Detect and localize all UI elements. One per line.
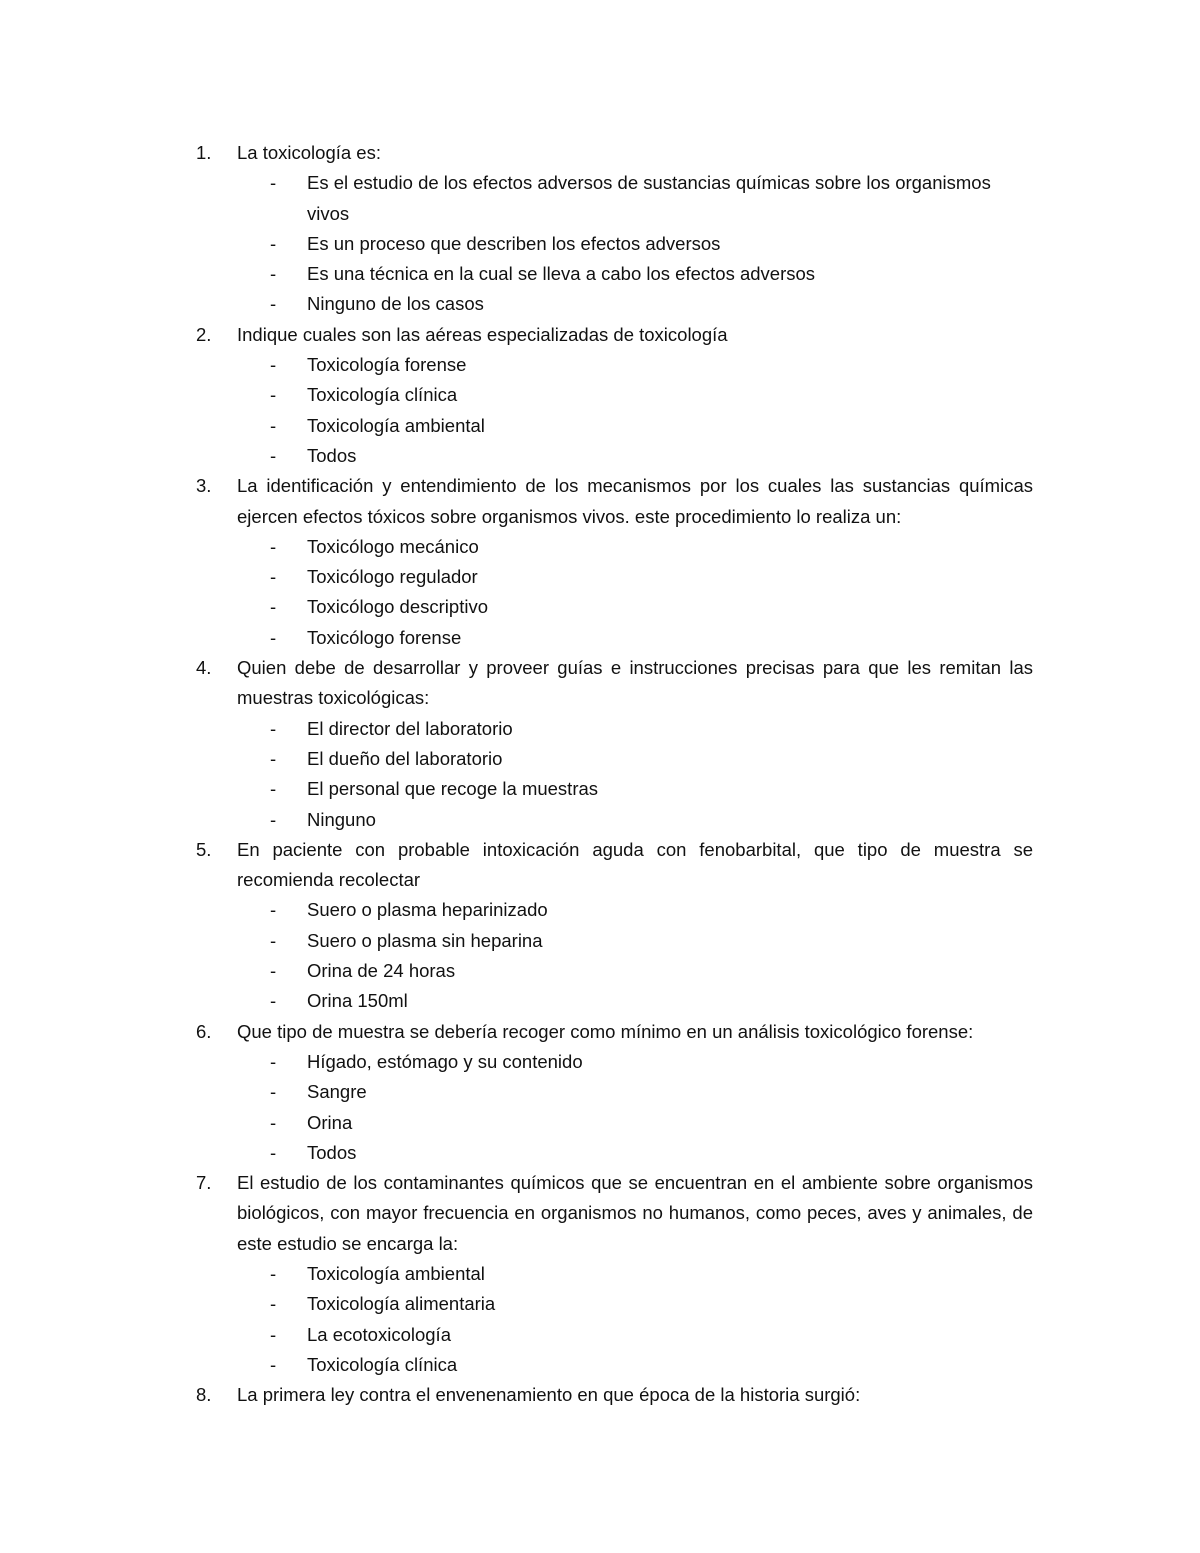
dash-bullet: - (270, 778, 277, 800)
dash-bullet: - (270, 1141, 277, 1163)
dash-bullet: - (270, 1293, 277, 1315)
option-text: Suero o plasma heparinizado (307, 899, 548, 921)
question-7 (0, 1168, 1200, 1380)
question-number: 1. (196, 142, 212, 163)
question-number: 8. (196, 1384, 212, 1406)
question-4 (0, 653, 1200, 835)
question-text: Que tipo de muestra se debería recoger como mínimo en un análisis toxicológico forense: (237, 1020, 974, 1042)
option-text: Ninguno de los casos (307, 293, 484, 315)
option-text: Todos (307, 1141, 357, 1163)
dash-bullet: - (270, 1323, 277, 1345)
option-item (0, 229, 1200, 259)
dash-bullet: - (270, 172, 277, 194)
option-text: Toxicólogo forense (307, 626, 462, 648)
question-6 (0, 1017, 1200, 1168)
dash-bullet: - (270, 566, 277, 588)
option-text: Toxicología clínica (307, 384, 458, 406)
option-text: Toxicología alimentaria (307, 1293, 496, 1315)
dash-bullet: - (270, 444, 277, 466)
option-item (0, 926, 1200, 956)
option-text: Sangre (307, 1081, 367, 1103)
option-text: Es el estudio de los efectos adversos de sustancias químicas sobre los organismos vivos (307, 172, 991, 224)
question-list (0, 138, 1200, 1410)
option-item (0, 350, 1200, 380)
option-text: Toxicología forense (307, 354, 467, 376)
question-text: La identificación y entendimiento de los mecanismos por los cuales las sustancias químicas ejercen efectos tóxicos sobre organismos vivos. este procedimiento lo realiza un: (237, 475, 1033, 527)
dash-bullet: - (270, 717, 277, 739)
option-item (0, 1138, 1200, 1168)
option-item (0, 714, 1200, 744)
dash-bullet: - (270, 596, 277, 618)
option-list (0, 350, 1200, 471)
option-list (0, 1047, 1200, 1168)
dash-bullet: - (270, 414, 277, 436)
question-number: 7. (196, 1172, 212, 1194)
dash-bullet: - (270, 990, 277, 1012)
dash-bullet: - (270, 626, 277, 648)
question-text: En paciente con probable intoxicación aguda con fenobarbital, que tipo de muestra se recomienda recolectar (237, 838, 1033, 891)
question-number: 5. (196, 838, 212, 860)
option-item (0, 774, 1200, 804)
dash-bullet: - (270, 1353, 277, 1375)
option-item (0, 623, 1200, 653)
option-text: El personal que recoge la muestras (307, 778, 599, 800)
dash-bullet: - (270, 384, 277, 406)
option-item (0, 532, 1200, 562)
option-item (0, 562, 1200, 592)
question-text: El estudio de los contaminantes químicos que se encuentran en el ambiente sobre organismos biológicos, con mayor frecuencia en organismos no humanos, como peces, aves y animales, de este estudio se encarga la: (237, 1172, 1033, 1254)
option-list (0, 168, 1200, 319)
dash-bullet: - (270, 1262, 277, 1284)
option-item (0, 1289, 1200, 1319)
option-text: Orina 150ml (307, 990, 408, 1012)
option-item (0, 1047, 1200, 1077)
option-item (0, 956, 1200, 986)
option-item (0, 805, 1200, 835)
question-1 (0, 138, 1200, 320)
dash-bullet: - (270, 354, 277, 376)
dash-bullet: - (270, 808, 277, 830)
option-item (0, 986, 1200, 1016)
option-text: Todos (307, 444, 357, 466)
question-text: Indique cuales son las aéreas especializadas de toxicología (237, 323, 728, 345)
dash-bullet: - (270, 929, 277, 951)
option-text: Toxicología clínica (307, 1353, 458, 1375)
option-item (0, 1108, 1200, 1138)
option-text: Hígado, estómago y su contenido (307, 1050, 583, 1072)
option-list (0, 1259, 1200, 1380)
option-list (0, 714, 1200, 835)
option-item (0, 895, 1200, 925)
question-8 (0, 1380, 1200, 1410)
option-item (0, 441, 1200, 471)
question-text: La primera ley contra el envenenamiento en que época de la historia surgió: (237, 1384, 861, 1406)
option-item (0, 1077, 1200, 1107)
question-5 (0, 835, 1200, 1017)
option-item (0, 380, 1200, 410)
option-text: Toxicólogo descriptivo (307, 596, 488, 618)
dash-bullet: - (270, 1111, 277, 1133)
dash-bullet: - (270, 293, 277, 315)
dash-bullet: - (270, 535, 277, 557)
option-item (0, 1350, 1200, 1380)
dash-bullet: - (270, 1050, 277, 1072)
question-2 (0, 320, 1200, 471)
option-text: Es una técnica en la cual se lleva a cabo los efectos adversos (307, 263, 816, 285)
option-item (0, 744, 1200, 774)
question-number: 6. (196, 1020, 212, 1042)
dash-bullet: - (270, 232, 277, 254)
option-text: El director del laboratorio (307, 717, 513, 739)
question-text: La toxicología es: (237, 142, 381, 163)
option-text: Ninguno (307, 808, 376, 830)
option-item (0, 259, 1200, 289)
question-number: 2. (196, 323, 212, 345)
option-item (0, 1259, 1200, 1289)
dash-bullet: - (270, 960, 277, 982)
option-list (0, 895, 1200, 1016)
option-text: Es un proceso que describen los efectos adversos (307, 232, 721, 254)
option-text: Toxicólogo mecánico (307, 535, 479, 557)
option-text: La ecotoxicología (307, 1323, 451, 1345)
option-text: Orina (307, 1111, 353, 1133)
dash-bullet: - (270, 1081, 277, 1103)
option-list (0, 532, 1200, 653)
option-item (0, 289, 1200, 319)
option-item (0, 592, 1200, 622)
question-number: 4. (196, 657, 212, 679)
question-text: Quien debe de desarrollar y proveer guías e instrucciones precisas para que les remitan las muestras toxicológicas: (237, 657, 1033, 709)
option-item (0, 411, 1200, 441)
dash-bullet: - (270, 899, 277, 921)
option-text: Toxicólogo regulador (307, 566, 478, 588)
option-text: El dueño del laboratorio (307, 747, 503, 769)
question-3 (0, 471, 1200, 653)
option-item (0, 168, 1200, 229)
option-text: Suero o plasma sin heparina (307, 929, 543, 951)
option-text: Toxicología ambiental (307, 414, 485, 436)
dash-bullet: - (270, 263, 277, 285)
option-item (0, 1320, 1200, 1350)
option-text: Toxicología ambiental (307, 1262, 485, 1284)
question-number: 3. (196, 475, 212, 497)
option-text: Orina de 24 horas (307, 960, 456, 982)
dash-bullet: - (270, 747, 277, 769)
